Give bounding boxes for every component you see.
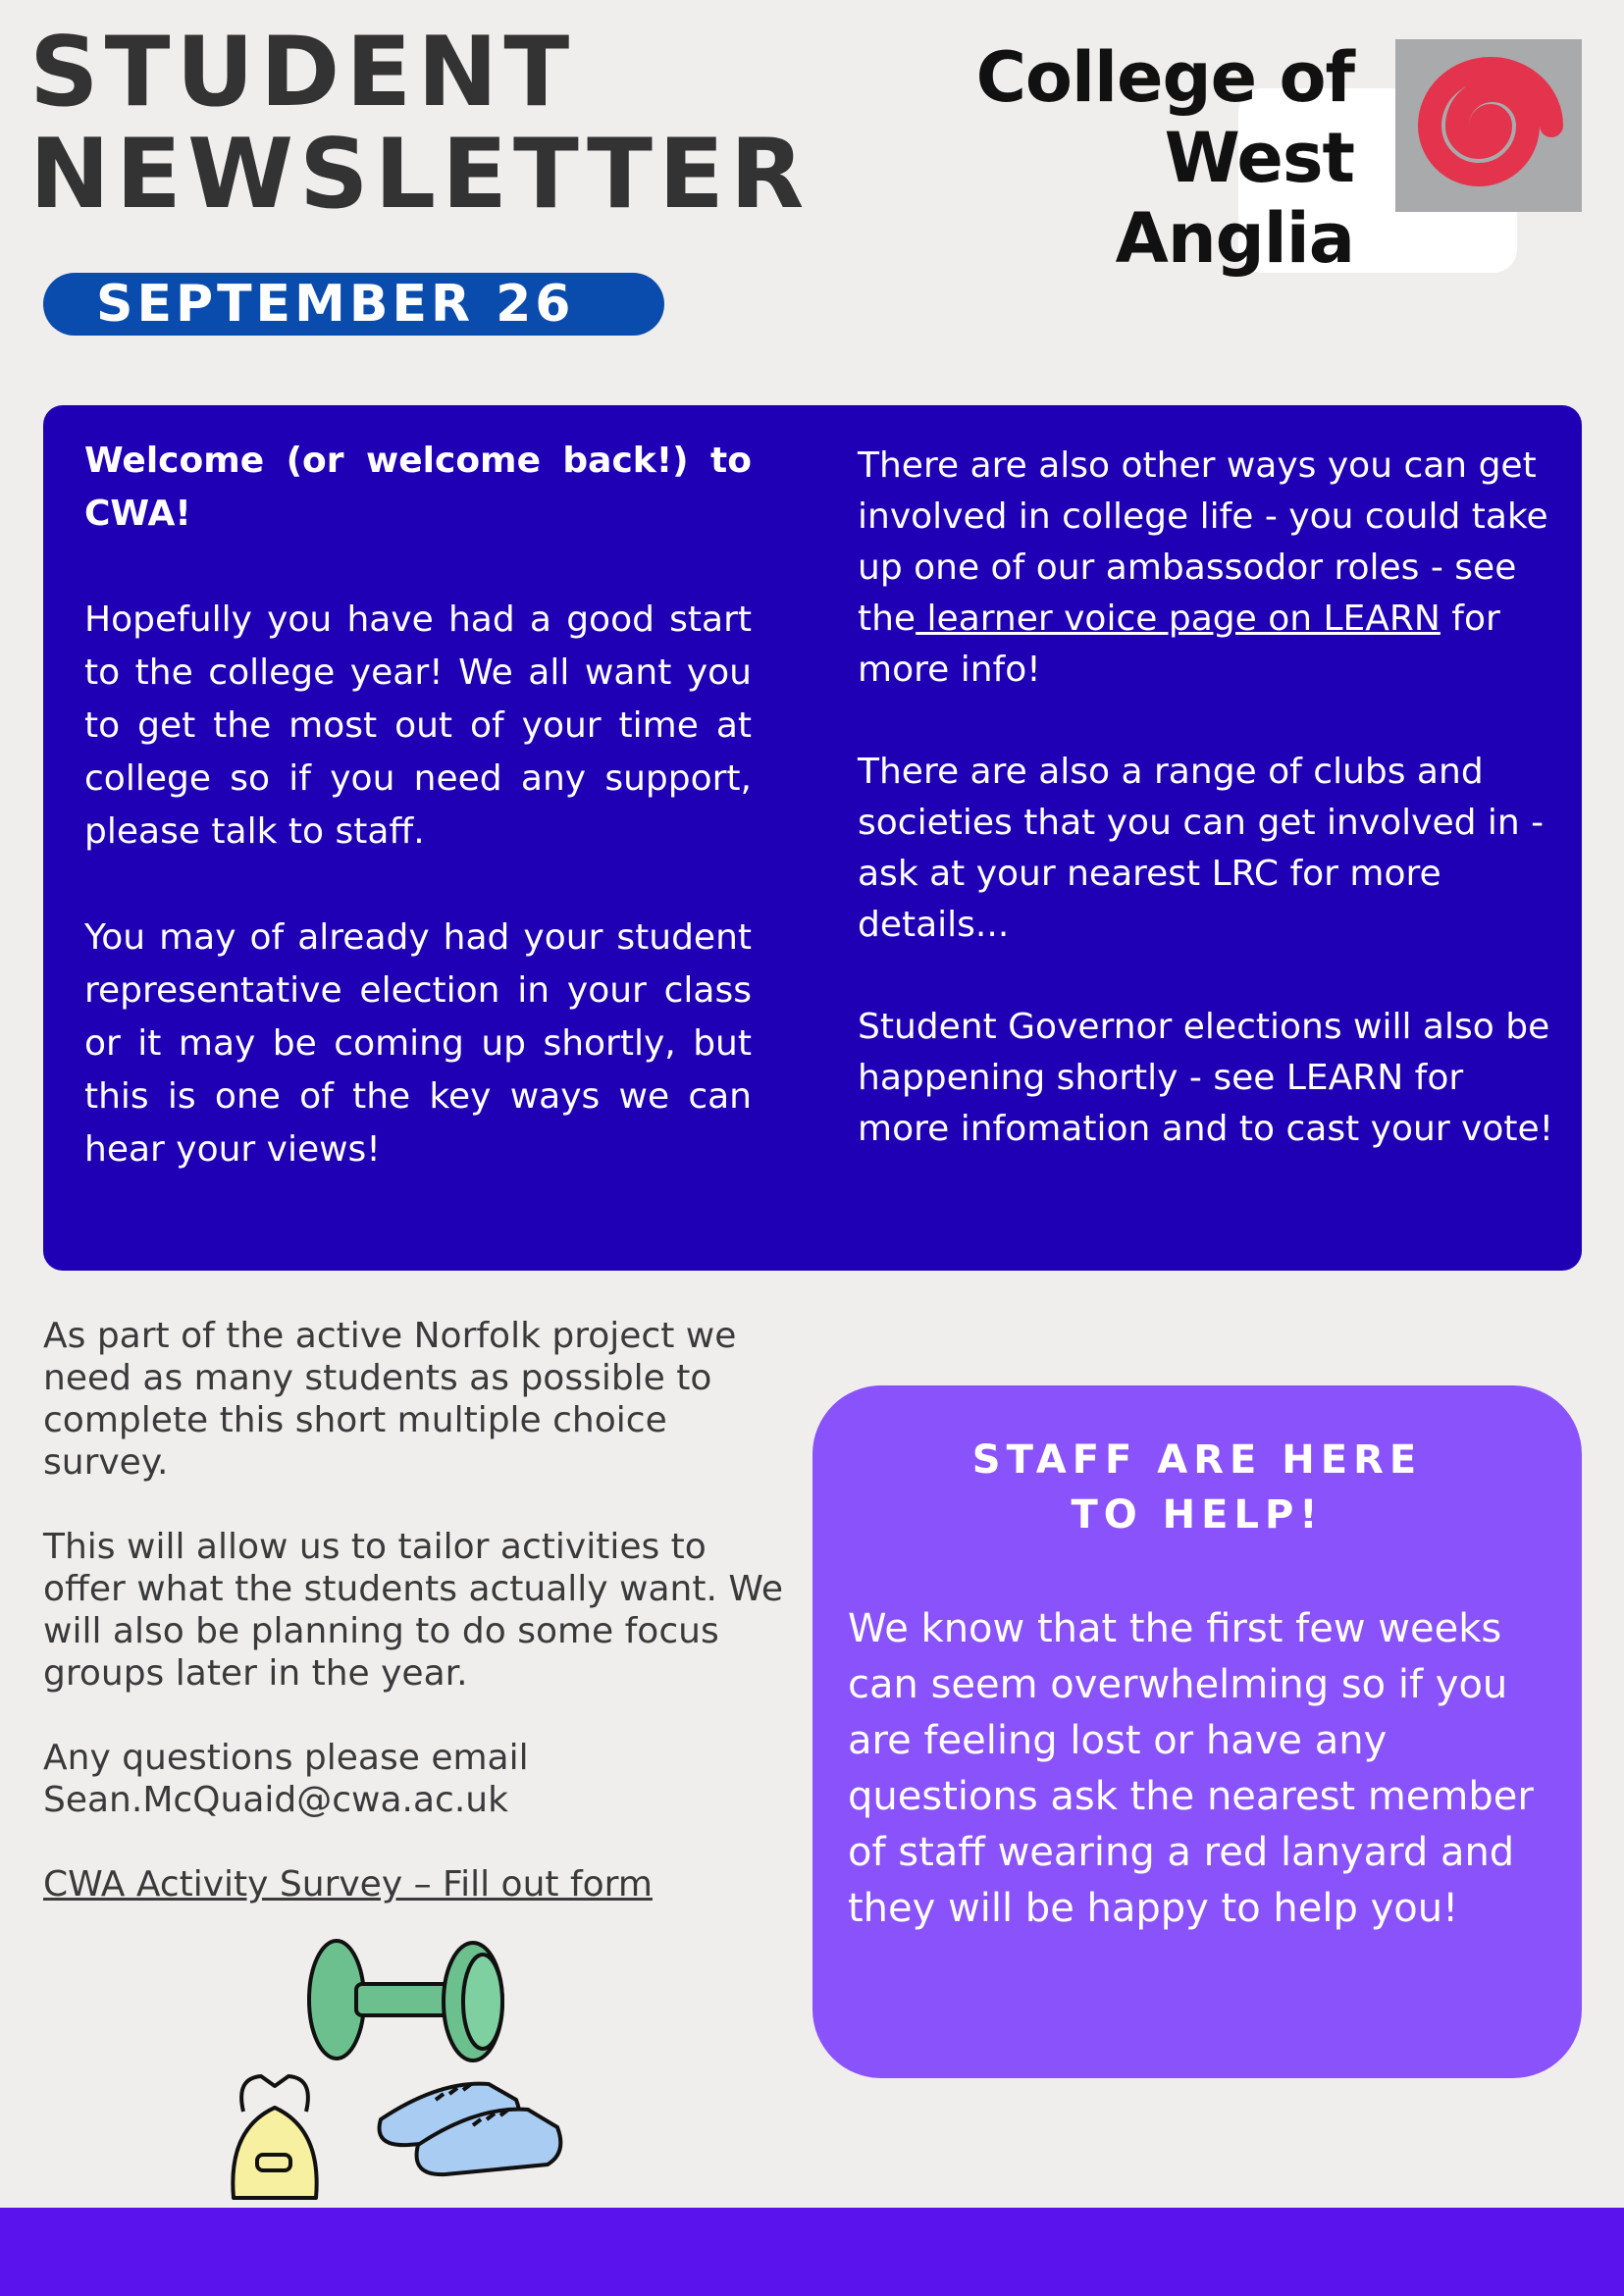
kettlebell-icon bbox=[233, 2076, 316, 2198]
logo-line-1: College of bbox=[975, 37, 1354, 118]
survey-intro: As part of the active Norfolk project we need as many students as possible to complete this short multiple choice survey. bbox=[43, 1316, 737, 1483]
welcome-heading: Welcome (or welcome back!) to CWA! bbox=[84, 441, 752, 534]
survey-purpose: This will allow us to tailor activities to offer what the students actually want. We will also be planning to do some focus groups later in the year. bbox=[43, 1527, 783, 1694]
survey-contact bbox=[43, 1737, 799, 1821]
welcome-left-column bbox=[84, 435, 752, 1229]
title-line-1: STUDENT bbox=[29, 17, 576, 129]
contact-label: Any questions please email bbox=[43, 1738, 529, 1778]
fitness-illustration bbox=[226, 1933, 599, 2208]
welcome-panel bbox=[43, 405, 1582, 1271]
help-heading-line-1: STAFF ARE HERE bbox=[971, 1437, 1423, 1483]
college-logo bbox=[932, 29, 1590, 279]
issue-date-badge: SEPTEMBER 26 bbox=[43, 273, 664, 336]
sneakers-icon bbox=[380, 2084, 561, 2174]
title-line-2: NEWSLETTER bbox=[29, 119, 811, 231]
newsletter-title bbox=[29, 17, 811, 231]
governor-paragraph: Student Governor elections will also be happening shortly - see LEARN for more infomation and to cast your vote! bbox=[858, 1007, 1554, 1149]
survey-link-line bbox=[43, 1863, 799, 1905]
rep-election-paragraph: You may of already had your student representative election in your class or it may be coming up shortly, but this is one of the key ways we can hear your views! bbox=[84, 917, 752, 1170]
survey-form-link[interactable]: CWA Activity Survey – Fill out form bbox=[43, 1864, 653, 1905]
spiral-logo-icon bbox=[1395, 39, 1582, 212]
help-body-text: We know that the first few weeks can seem overwhelming so if you are feeling lost or have any questions ask the nearest member of staff wearing a red lanyard and they will be happy to help you! bbox=[848, 1606, 1534, 1931]
staff-help-panel bbox=[812, 1385, 1582, 2078]
learner-voice-link[interactable]: learner voice page on LEARN bbox=[916, 599, 1441, 639]
survey-section bbox=[43, 1315, 799, 1948]
contact-email: Sean.McQuaid@cwa.ac.uk bbox=[43, 1780, 508, 1820]
ambassador-paragraph bbox=[858, 441, 1556, 696]
welcome-paragraph: Hopefully you have had a good start to the college year! We all want you to get the most out of your time at college so if you need any support, please talk to staff. bbox=[84, 600, 752, 852]
footer-bar bbox=[0, 2208, 1624, 2296]
help-heading bbox=[812, 1433, 1582, 1542]
dumbbell-icon bbox=[309, 1941, 502, 2061]
ambassador-text-end: for more info! bbox=[858, 599, 1500, 690]
welcome-right-column bbox=[858, 441, 1556, 1206]
help-heading-line-2: TO HELP! bbox=[1071, 1492, 1324, 1538]
logo-wordmark bbox=[932, 37, 1354, 279]
ambassador-text: There are also other ways you can get involved in college life - you could take up one of our ambassodor roles - see the bbox=[858, 445, 1548, 639]
logo-line-2: West Anglia bbox=[1115, 118, 1354, 279]
clubs-paragraph: There are also a range of clubs and societies that you can get involved in - ask at your nearest LRC for more details... bbox=[858, 752, 1545, 945]
